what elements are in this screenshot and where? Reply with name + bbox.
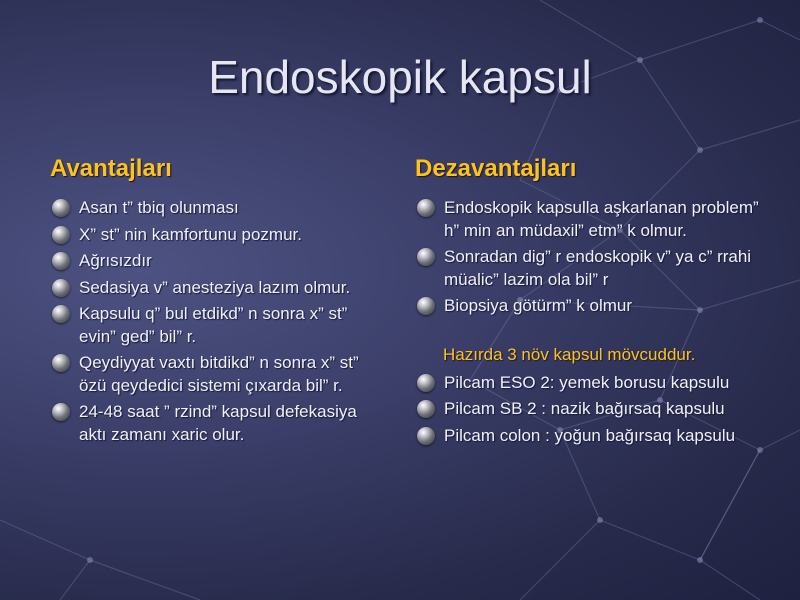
- sphere-bullet-icon: [52, 199, 70, 217]
- sphere-bullet-icon: [417, 374, 435, 392]
- list-item-text: Biopsiya götürm” k olmur: [444, 296, 633, 315]
- list-item: [50, 197, 380, 220]
- list-item-text: Endoskopik kapsulla aşkarlanan problem” h” min an müdaxil” etm” k olmur.: [444, 198, 759, 240]
- list-item: [50, 224, 380, 247]
- capsule-types-list: [415, 372, 760, 448]
- sphere-bullet-icon: [417, 199, 435, 217]
- list-item-text: Kapsulu q” bul etdikd” n sonra x” st” evin” ged” bil” r.: [79, 304, 348, 346]
- list-item: [415, 246, 760, 291]
- list-item-text: Pilcam colon : yoğun bağırsaq kapsulu: [444, 425, 736, 445]
- list-item-text: 24-48 saat ” rzind” kapsul defekasiya aktı zamanı xaric olur.: [79, 402, 357, 444]
- list-item: [50, 277, 380, 300]
- sphere-bullet-icon: [417, 248, 435, 266]
- disadvantages-heading: Dezavantajları: [415, 155, 577, 182]
- advantages-heading: Avantajları: [50, 155, 172, 182]
- disadvantages-list: [415, 197, 760, 318]
- list-item: [50, 303, 380, 348]
- sphere-bullet-icon: [417, 297, 435, 315]
- capsule-types-note: Hazırda 3 növ kapsul mövcuddur.: [443, 344, 696, 364]
- disadvantages-column: [415, 155, 760, 451]
- sphere-bullet-icon: [52, 252, 70, 270]
- advantages-column: [50, 155, 380, 450]
- list-item: [415, 398, 760, 421]
- list-item: [50, 401, 380, 446]
- sphere-bullet-icon: [417, 400, 435, 418]
- list-item: [50, 352, 380, 397]
- list-item-text: Ağrısızdır: [79, 251, 152, 270]
- list-item-text: X” st” nin kamfortunu pozmur.: [79, 224, 302, 244]
- list-item: [415, 372, 760, 395]
- list-item-text: Pilcam ESO 2: yemek borusu kapsulu: [444, 372, 730, 392]
- list-item-text: Qeydiyyat vaxtı bitdikd” n sonra x” st” özü qeydedici sistemi çıxarda bil” r.: [79, 353, 359, 395]
- list-item-text: Sedasiya v” anesteziya lazım olmur.: [79, 277, 351, 297]
- list-item-text: Sonradan dig” r endoskopik v” ya c” rrahi müalic” lazim ola bil” r: [444, 247, 752, 289]
- list-item: [50, 250, 380, 273]
- sphere-bullet-icon: [52, 403, 70, 421]
- sphere-bullet-icon: [417, 427, 435, 445]
- list-item-text: Asan t” tbiq olunması: [79, 198, 239, 217]
- sphere-bullet-icon: [52, 226, 70, 244]
- sphere-bullet-icon: [52, 279, 70, 297]
- list-item: [415, 295, 760, 318]
- list-item: [415, 425, 760, 448]
- advantages-list: [50, 197, 380, 446]
- slide-title: Endoskopik kapsul: [208, 51, 592, 103]
- list-item: [415, 197, 760, 242]
- list-item-text: Pilcam SB 2 : nazik bağırsaq kapsulu: [444, 399, 725, 418]
- sphere-bullet-icon: [52, 354, 70, 372]
- sphere-bullet-icon: [52, 305, 70, 323]
